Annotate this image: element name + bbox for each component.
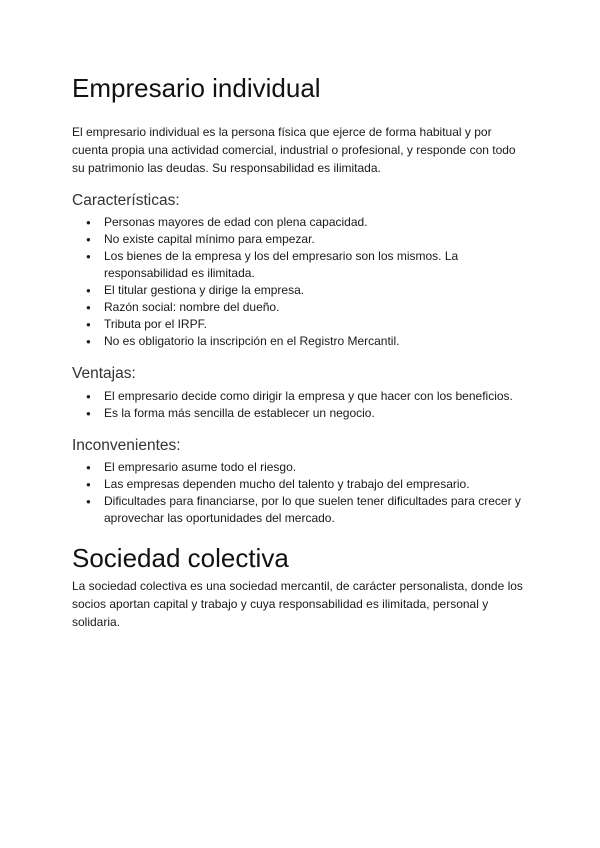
list-caracteristicas bbox=[72, 214, 528, 350]
list-item: ● Personas mayores de edad con plena capacidad. bbox=[104, 214, 528, 231]
list-item: ● Las empresas dependen mucho del talento y trabajo del empresario. bbox=[104, 476, 528, 493]
list-item: ● Es la forma más sencilla de establecer un negocio. bbox=[104, 405, 528, 422]
list-item: ● No existe capital mínimo para empezar. bbox=[104, 231, 528, 248]
heading-ventajas: Ventajas: bbox=[72, 365, 136, 382]
intro-sociedad-colectiva: La sociedad colectiva es una sociedad mercantil, de carácter personalista, donde los socios aportan capital y trabajo y cuya responsabilidad es ilimitada, personal y solidaria. bbox=[72, 579, 523, 629]
heading-inconvenientes: Inconvenientes: bbox=[72, 437, 181, 454]
heading-empresario-individual: Empresario individual bbox=[72, 73, 321, 103]
list-item: ● El empresario asume todo el riesgo. bbox=[104, 459, 528, 476]
list-item: ● El empresario decide como dirigir la empresa y que hacer con los beneficios. bbox=[104, 388, 528, 405]
list-item: ● Dificultades para financiarse, por lo que suelen tener dificultades para crecer y aprovechar las oportunidades del mercado. bbox=[104, 493, 528, 527]
heading-caracteristicas: Características: bbox=[72, 192, 180, 209]
list-item: ● Razón social: nombre del dueño. bbox=[104, 299, 528, 316]
list-item: ● El titular gestiona y dirige la empresa. bbox=[104, 282, 528, 299]
heading-sociedad-colectiva: Sociedad colectiva bbox=[72, 543, 289, 573]
list-item: ● No es obligatorio la inscripción en el Registro Mercantil. bbox=[104, 333, 528, 350]
list-item: ● Tributa por el IRPF. bbox=[104, 316, 528, 333]
intro-empresario-individual: El empresario individual es la persona física que ejerce de forma habitual y por cuenta propia una actividad comercial, industrial o profesional, y responde con todo su patrimonio las deudas. Su responsabilidad es ilimitada. bbox=[72, 125, 516, 175]
list-inconvenientes bbox=[72, 459, 528, 527]
list-item: ● Los bienes de la empresa y los del empresario son los mismos. La responsabilidad es ilimitada. bbox=[104, 248, 528, 282]
list-ventajas bbox=[72, 388, 528, 422]
